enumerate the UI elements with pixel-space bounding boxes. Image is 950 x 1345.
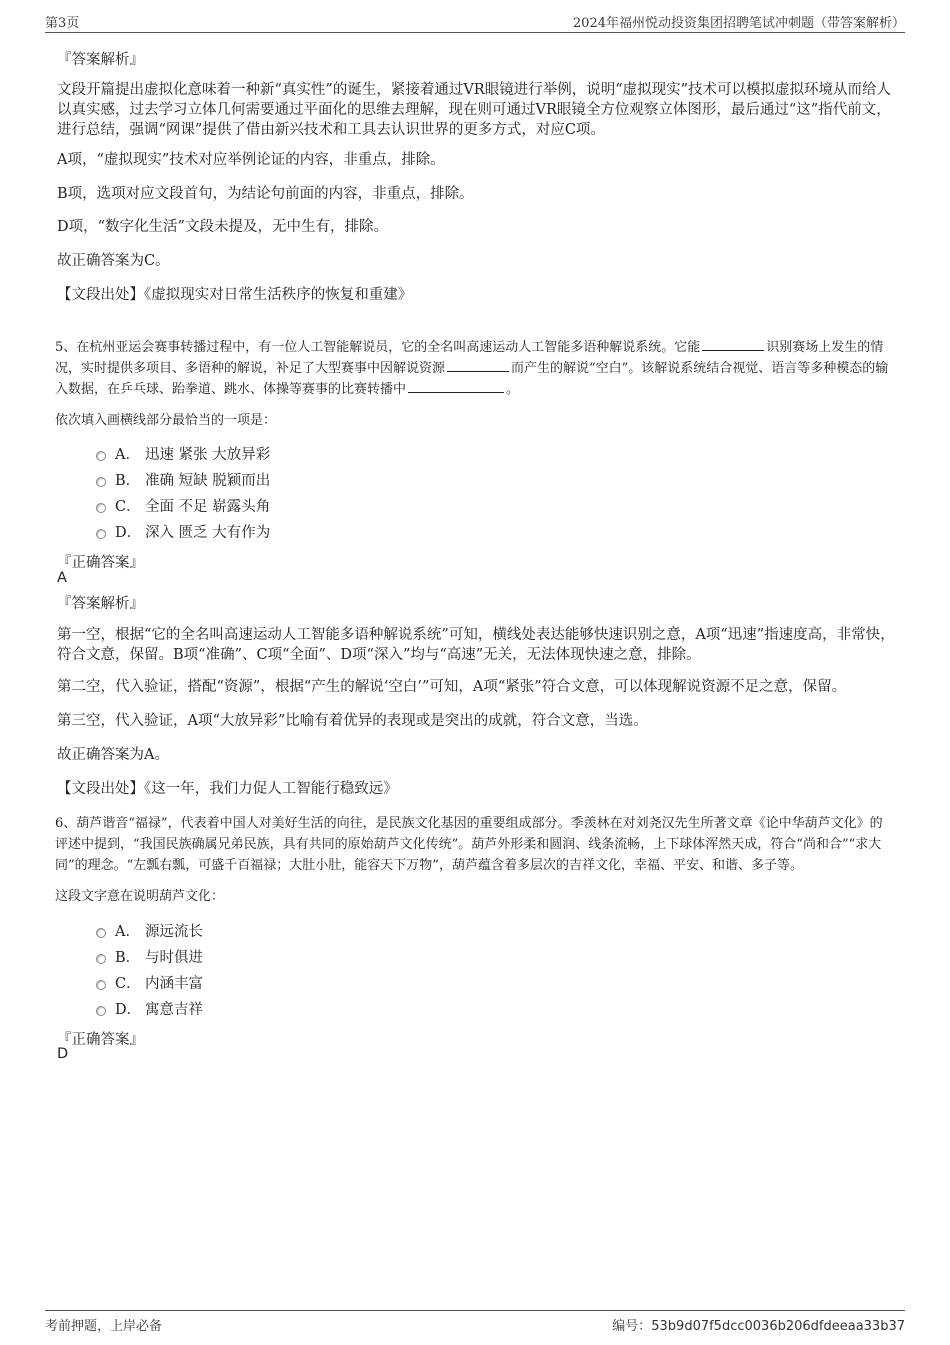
radio-button[interactable] <box>96 529 106 539</box>
answer-label: 『正确答案』 <box>57 555 144 571</box>
radio-button[interactable] <box>96 954 106 964</box>
correct-answer: D <box>57 1046 69 1062</box>
footer-slogan: 考前押题，上岸必备 <box>45 1319 163 1334</box>
analysis-option-a: A项，“虚拟现实”技术对应举例论证的内容，非重点，排除。 <box>57 152 445 168</box>
page-number: 第3页 <box>45 16 80 31</box>
document-title: 2024年福州悦动投资集团招聘笔试冲刺题（带答案解析） <box>572 16 905 31</box>
analysis-option-d: D项，“数字化生活”文段未提及，无中生有，排除。 <box>57 219 388 235</box>
analysis-paragraph-3: 第三空，代入验证，A项“大放异彩”比喻有着优异的表现或是突出的成就，符合文意，当选。 <box>57 713 648 729</box>
page-footer <box>45 1310 905 1337</box>
question-6-prompt: 这段文字意在说明葫芦文化： <box>55 889 225 904</box>
radio-button[interactable] <box>96 1006 106 1016</box>
analysis-paragraph: 文段开篇提出虚拟化意味着一种新“真实性”的诞生，紧接着通过VR眼镜进行举例，说明“虚拟现实”技术可以模拟虚拟环境从而给人以真实感，过去学习立体几何需要通过平面化的思维去理解，现在则可通过VR眼镜全方位观察立体图形，最后通过“这”指代前文，进行总结，强调“网课”提供了借由新兴技术和工具去认识世界的更多方式，对应C项。 <box>57 82 892 138</box>
q6-option-d[interactable]: D． 寓意吉祥 <box>96 1000 203 1020</box>
q5-option-b[interactable]: B． 准确 短缺 脱颖而出 <box>96 471 270 491</box>
source-citation: 【文段出处】《这一年，我们力促人工智能行稳致远》 <box>57 781 398 797</box>
question-5-text: 5、在杭州亚运会赛事转播过程中，有一位人工智能解说员，它的全名叫高速运动人工智能多语种解说系统。它能 识别赛场上发生的情况，实时提供多项目、多语种的解说，补足了大型赛事中因解说资源 而产生的解说“空白”。该解说系统结合视觉、语言等多种模态的输入数据，在乒乓球、跆拳道、跳水、体操等赛事的比赛转播中 。 <box>55 340 889 397</box>
question-5-prompt: 依次填入画横线部分最恰当的一项是： <box>55 413 277 428</box>
analysis-label: 『答案解析』 <box>57 596 144 612</box>
page-header <box>45 12 905 33</box>
fill-blank-2 <box>447 359 509 372</box>
question-6-text: 6、葫芦谐音“福禄”，代表着中国人对美好生活的向往，是民族文化基因的重要组成部分。季羡林在对刘尧汉先生所著文章《论中华葫芦文化》的评述中提到，“我国民族确属兄弟民族，具有共同的原始葫芦文化传统”。葫芦外形柔和圆润、线条流畅，上下球体浑然天成，符合“尚和合”“求大同”的理念。“左瓢右瓢，可盛千百福禄；大肚小肚，能容天下万物”，葫芦蕴含着多层次的吉祥文化，幸福、平安、和谐、多子等。 <box>55 816 883 873</box>
analysis-label: 『答案解析』 <box>57 52 144 68</box>
radio-button[interactable] <box>96 503 106 513</box>
radio-button[interactable] <box>96 928 106 938</box>
analysis-paragraph-2: 第二空，代入验证，搭配“资源”，根据“产生的解说‘空白’”可知，A项“紧张”符合文意，可以体现解说资源不足之意，保留。 <box>57 679 847 695</box>
answer-label: 『正确答案』 <box>57 1032 144 1048</box>
q6-option-b[interactable]: B． 与时俱进 <box>96 948 203 968</box>
radio-button[interactable] <box>96 477 106 487</box>
analysis-option-b: B项，选项对应文段首句，为结论句前面的内容，非重点，排除。 <box>57 186 474 202</box>
fill-blank-1 <box>702 338 764 351</box>
q5-option-d[interactable]: D． 深入 匮乏 大有作为 <box>96 523 270 543</box>
fill-blank-3 <box>408 380 504 393</box>
source-citation: 【文段出处】《虚拟现实对日常生活秩序的恢复和重建》 <box>57 287 413 303</box>
radio-button[interactable] <box>96 980 106 990</box>
analysis-conclusion: 故正确答案为C。 <box>57 253 170 269</box>
analysis-paragraph-1: 第一空，根据“它的全名叫高速运动人工智能多语种解说系统”可知，横线处表达能够快速识别之意，A项“迅速”指速度高，非常快，符合文意，保留。B项“准确”、C项“全面”、D项“深入”均与“高速”无关，无法体现快速之意，排除。 <box>57 627 895 663</box>
q6-option-a[interactable]: A． 源远流长 <box>96 922 203 942</box>
radio-button[interactable] <box>96 451 106 461</box>
q5-option-c[interactable]: C． 全面 不足 崭露头角 <box>96 497 270 517</box>
q6-option-c[interactable]: C． 内涵丰富 <box>96 974 203 994</box>
q5-option-a[interactable]: A． 迅速 紧张 大放异彩 <box>96 445 270 465</box>
document-id: 编号：53b9d07f5dcc0036b206dfdeeaa33b37 <box>612 1319 905 1334</box>
correct-answer: A <box>57 570 67 586</box>
analysis-conclusion: 故正确答案为A。 <box>57 747 169 763</box>
